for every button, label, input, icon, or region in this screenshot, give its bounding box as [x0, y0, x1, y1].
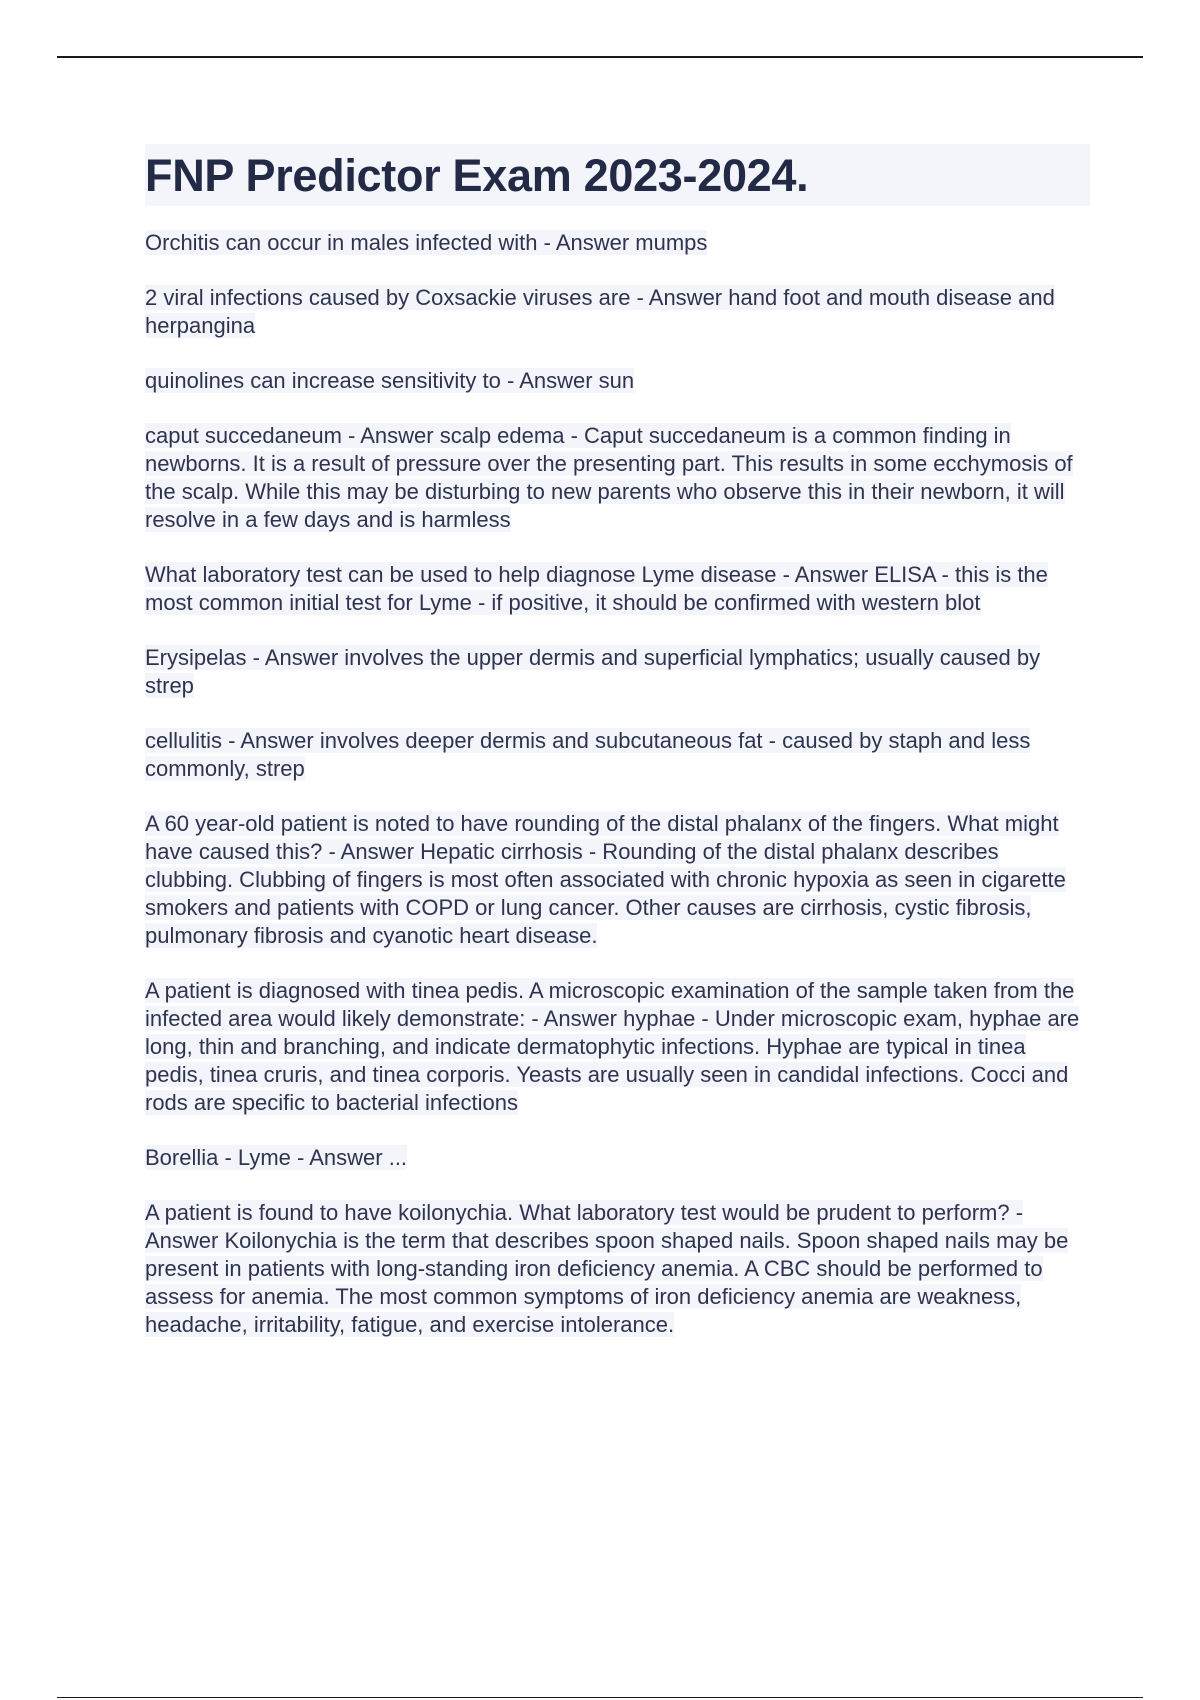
- bottom-rule: [57, 1697, 1143, 1698]
- qa-text: quinolines can increase sensitivity to - Answer sun: [145, 368, 635, 393]
- qa-item: [145, 284, 1090, 340]
- qa-item: [145, 644, 1090, 700]
- qa-text: What laboratory test can be used to help diagnose Lyme disease - Answer ELISA - this is the most common initial test for Lyme - if positive, it should be confirmed with western blot: [145, 562, 1048, 615]
- qa-item: [145, 561, 1090, 617]
- qa-text: Erysipelas - Answer involves the upper dermis and superficial lymphatics; usually caused by strep: [145, 645, 1041, 698]
- top-rule: [57, 56, 1143, 58]
- qa-text: A patient is diagnosed with tinea pedis. A microscopic examination of the sample taken from the infected area would likely demonstrate: - Answer hyphae - Under microscopic exam, hyphae are long, thin and branching, and indicate dermatophytic infections. Hyphae are typical in tinea pedis, tinea cruris, and tinea corporis. Yeasts are usually seen in candidal infections. Cocci and rods are specific to bacterial infections: [145, 978, 1080, 1115]
- qa-list: [145, 229, 1090, 1339]
- qa-text: caput succedaneum - Answer scalp edema - Caput succedaneum is a common finding in newborns. It is a result of pressure over the presenting part. This results in some ecchymosis of the scalp. While this may be disturbing to new parents who observe this in their newborn, it will resolve in a few days and is harmless: [145, 423, 1073, 532]
- qa-item: [145, 229, 1090, 257]
- qa-text: Borellia - Lyme - Answer ...: [145, 1145, 408, 1170]
- qa-text: A patient is found to have koilonychia. What laboratory test would be prudent to perform? - Answer Koilonychia is the term that describes spoon shaped nails. Spoon shaped nails may be present in patients with long-standing iron deficiency anemia. A CBC should be performed to assess for anemia. The most common symptoms of iron deficiency anemia are weakness, headache, irritability, fatigue, and exercise intolerance.: [145, 1200, 1069, 1337]
- qa-item: [145, 422, 1090, 534]
- qa-text: A 60 year-old patient is noted to have rounding of the distal phalanx of the fingers. What might have caused this? - Answer Hepatic cirrhosis - Rounding of the distal phalanx describes clubbing. Clubbing of fingers is most often associated with chronic hypoxia as seen in cigarette smokers and patients with COPD or lung cancer. Other causes are cirrhosis, cystic fibrosis, pulmonary fibrosis and cyanotic heart disease.: [145, 811, 1066, 948]
- qa-item: [145, 977, 1090, 1117]
- document-body: [145, 144, 1090, 1366]
- qa-item: [145, 367, 1090, 395]
- page-title: FNP Predictor Exam 2023-2024.: [145, 144, 1090, 206]
- qa-text: Orchitis can occur in males infected with - Answer mumps: [145, 230, 708, 255]
- qa-item: [145, 810, 1090, 950]
- qa-item: [145, 1199, 1090, 1339]
- qa-text: cellulitis - Answer involves deeper dermis and subcutaneous fat - caused by staph and less commonly, strep: [145, 728, 1031, 781]
- qa-item: [145, 727, 1090, 783]
- qa-text: 2 viral infections caused by Coxsackie viruses are - Answer hand foot and mouth disease and herpangina: [145, 285, 1055, 338]
- qa-item: [145, 1144, 1090, 1172]
